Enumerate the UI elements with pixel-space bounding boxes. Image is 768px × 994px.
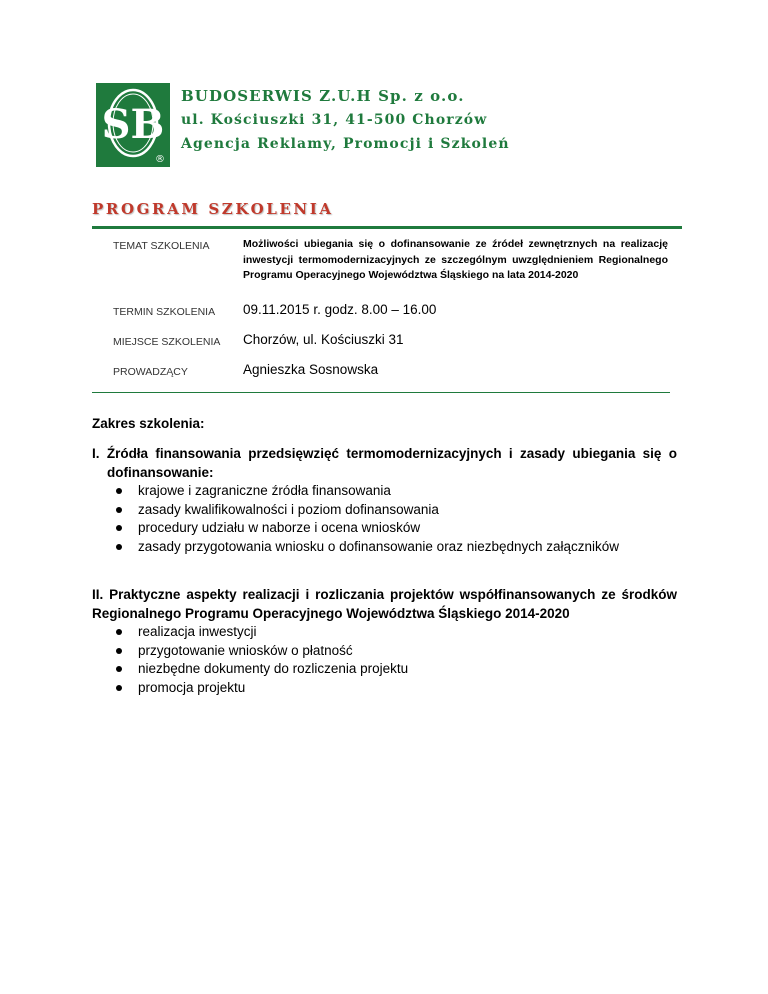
bullet-list [92, 482, 677, 556]
company-name: BUDOSERWIS Z.U.H Sp. z o.o. [181, 87, 465, 105]
list-item: realizacja inwestycji [92, 623, 677, 642]
topic-value: Możliwości ubiegania się o dofinansowanie ze źródeł zewnętrznych na realizację inwestycji termomodernizacyjnych ze szczególnym uwzględnieniem Regionalnego Programu Operacyjnego Województwa Śląskiego na lata 2014-2020 [243, 238, 668, 281]
logo-mark [96, 83, 170, 167]
section-2 [92, 585, 677, 697]
program-title: PROGRAM SZKOLENIA [92, 200, 334, 218]
trainer-label: PROWADZĄCY [113, 366, 188, 378]
list-item: procedury udziału w naborze i ocena wniosków [92, 519, 677, 538]
company-address: ul. Kościuszki 31, 41-500 Chorzów [181, 112, 488, 128]
svg-text:®: ® [155, 154, 165, 165]
company-tagline: Agencja Reklamy, Promocji i Szkoleń [181, 136, 510, 152]
company-logo [96, 83, 170, 167]
svg-text:SB: SB [101, 101, 165, 148]
list-item: promocja projektu [92, 679, 677, 698]
topic-label: TEMAT SZKOLENIA [113, 240, 210, 252]
list-item: niezbędne dokumenty do rozliczenia projektu [92, 660, 677, 679]
place-value: Chorzów, ul. Kościuszki 31 [243, 332, 404, 347]
scope-title: Zakres szkolenia: [92, 416, 205, 431]
list-item: krajowe i zagraniczne źródła finansowania [92, 482, 677, 501]
date-value: 09.11.2015 r. godz. 8.00 – 16.00 [243, 302, 437, 317]
place-label: MIEJSCE SZKOLENIA [113, 336, 221, 348]
bullet-list [92, 623, 677, 697]
list-item: zasady kwalifikowalności i poziom dofinansowania [92, 501, 677, 520]
trainer-value: Agnieszka Sosnowska [243, 362, 379, 377]
date-label: TERMIN SZKOLENIA [113, 306, 216, 318]
list-item: przygotowanie wniosków o płatność [92, 642, 677, 661]
list-item: zasady przygotowania wniosku o dofinansowanie oraz niezbędnych załączników [92, 538, 677, 557]
title-divider [92, 226, 682, 229]
section-heading: I. Źródła finansowania przedsięwzięć termomodernizacyjnych i zasady ubiegania się o dofinansowanie: [92, 446, 677, 480]
company-header [181, 84, 510, 156]
section-heading: II. Praktyczne aspekty realizacji i rozliczania projektów współfinansowanych ze środków Regionalnego Programu Operacyjnego Województwa Śląskiego 2014-2020 [92, 587, 677, 621]
section-1 [92, 444, 677, 556]
info-divider [92, 392, 670, 393]
